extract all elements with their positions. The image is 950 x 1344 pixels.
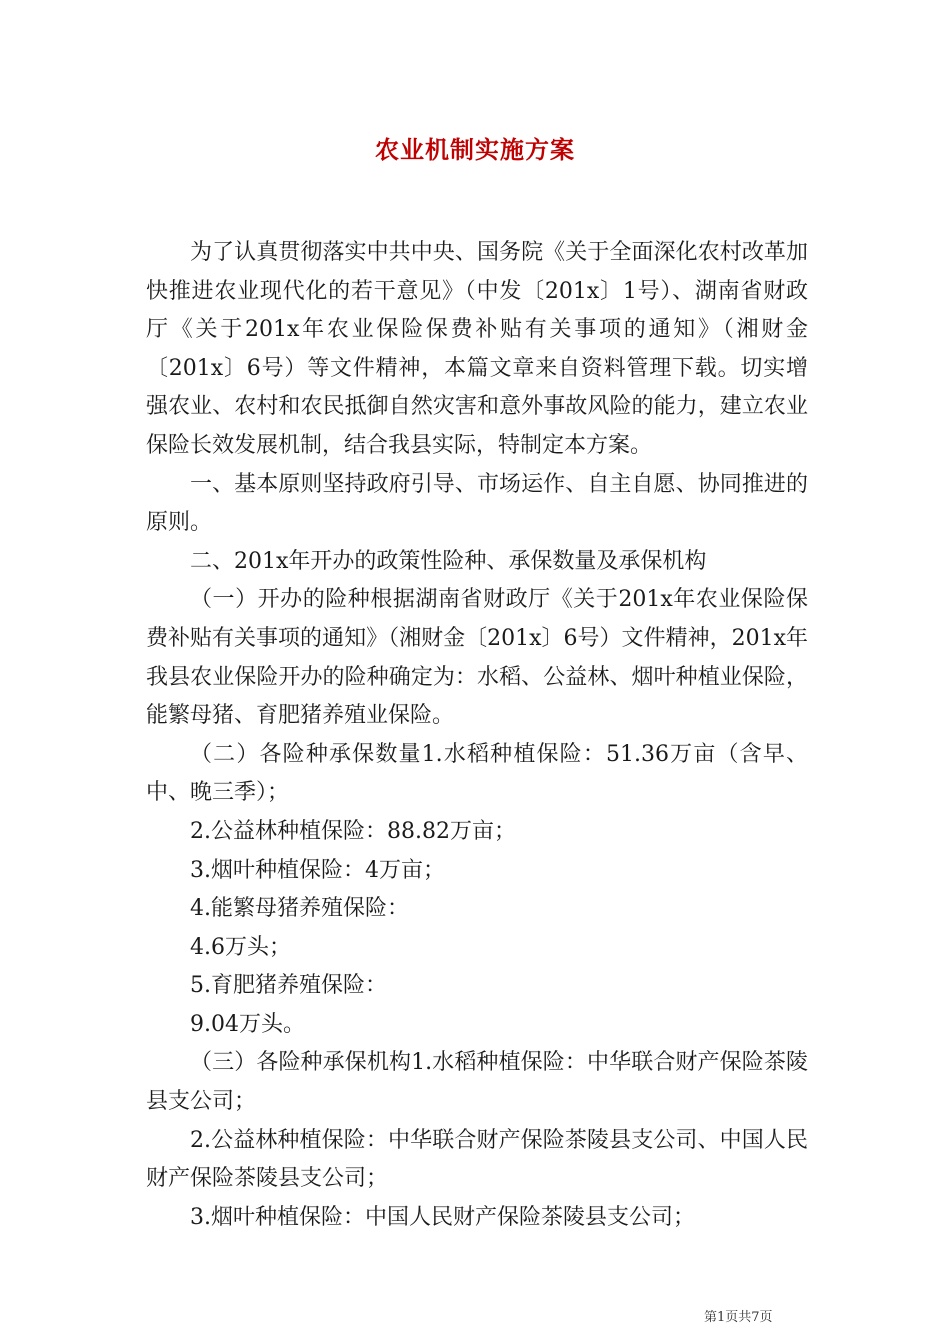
list-item: 5.育肥猪养殖保险： — [190, 973, 387, 999]
document-title: 农业机制实施方案 — [375, 135, 575, 164]
paragraph-institutions: （三）各险种承保机构1.水稻种植保险：中华联合财产保险茶陵县支公司； — [146, 1050, 808, 1115]
paragraph-quantities: （二）各险种承保数量1.水稻种植保险：51.36万亩（含早、中、晚三季）； — [146, 741, 808, 806]
list-item: 2.公益林种植保险：88.82万亩； — [190, 818, 516, 844]
list-item: 3.烟叶种植保险：中国人民财产保险茶陵县支公司； — [190, 1204, 695, 1230]
paragraph-principle: 一、基本原则坚持政府引导、市场运作、自主自愿、协同推进的原则。 — [146, 471, 808, 536]
paragraph-section-two: 二、201x年开办的政策性险种、承保数量及承保机构 — [190, 548, 707, 574]
list-item: 9.04万头。 — [190, 1011, 305, 1037]
document-body — [146, 234, 808, 1237]
list-item: 2.公益林种植保险：中华联合财产保险茶陵县支公司、中国人民财产保险茶陵县支公司； — [146, 1127, 808, 1192]
list-item: 3.烟叶种植保险：4万亩； — [190, 857, 445, 883]
paragraph-insurance-types: （一）开办的险种根据湖南省财政厅《关于201x年农业保险保费补贴有关事项的通知》（湘财金〔201x〕6号）文件精神，201x年我县农业保险开办的险种确定为：水稻、公益林、烟叶种植业保险，能繁母猪、育肥猪养殖业保险。 — [146, 587, 808, 729]
list-item: 4.6万头； — [190, 934, 291, 960]
list-item: 4.能繁母猪养殖保险： — [190, 896, 409, 922]
page-number: 第1页共7页 — [704, 1310, 773, 1325]
paragraph-intro: 为了认真贯彻落实中共中央、国务院《关于全面深化农村改革加快推进农业现代化的若干意见》（中发〔201x〕1号）、湖南省财政厅《关于201x年农业保险保费补贴有关事项的通知》（湘财金〔201x〕6号）等文件精神，本篇文章来自资料管理下载。切实增强农业、农村和农民抵御自然灾害和意外事故风险的能力，建立农业保险长效发展机制，结合我县实际，特制定本方案。 — [146, 240, 808, 458]
